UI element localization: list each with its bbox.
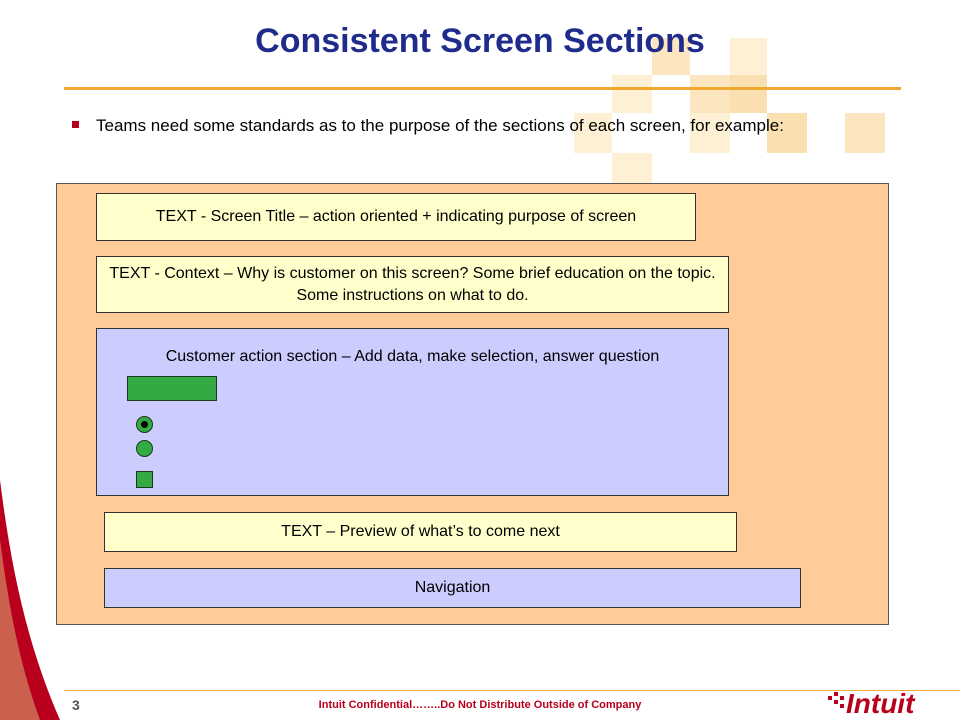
preview-section-label: TEXT – Preview of what’s to come next: [281, 523, 560, 540]
screen-title-section-label: TEXT - Screen Title – action oriented + indicating purpose of screen: [155, 208, 637, 225]
radio-selected-dot: [141, 421, 148, 428]
footer-divider: [64, 690, 960, 691]
context-section: [96, 256, 729, 313]
radio-button-unselected[interactable]: [136, 440, 153, 457]
intuit-logo: [828, 686, 958, 718]
navigation-section: [104, 568, 801, 608]
title-divider: [64, 87, 901, 90]
checkbox-placeholder[interactable]: [136, 471, 153, 488]
confidential-notice: Intuit Confidential……..Do Not Distribute Outside of Company: [318, 699, 642, 711]
bullet-text: Teams need some standards as to the purpose of the sections of each screen, for example:: [96, 116, 784, 135]
input-field-placeholder[interactable]: [127, 376, 217, 401]
customer-action-section: [96, 328, 729, 496]
preview-section: [104, 512, 737, 552]
screen-title-section: [96, 193, 696, 241]
customer-action-section-label: Customer action section – Add data, make selection, answer question: [165, 348, 660, 365]
page-number: 3: [72, 697, 80, 713]
radio-button-selected[interactable]: [136, 416, 153, 433]
bullet-marker: [72, 121, 79, 128]
navigation-section-label: Navigation: [414, 579, 491, 596]
logo-wordmark: Intuit: [846, 688, 915, 718]
page-title: Consistent Screen Sections: [255, 22, 705, 60]
context-section-label: TEXT - Context – Why is customer on this screen? Some brief education on the topic. Some instructions on what to do.: [109, 264, 716, 304]
